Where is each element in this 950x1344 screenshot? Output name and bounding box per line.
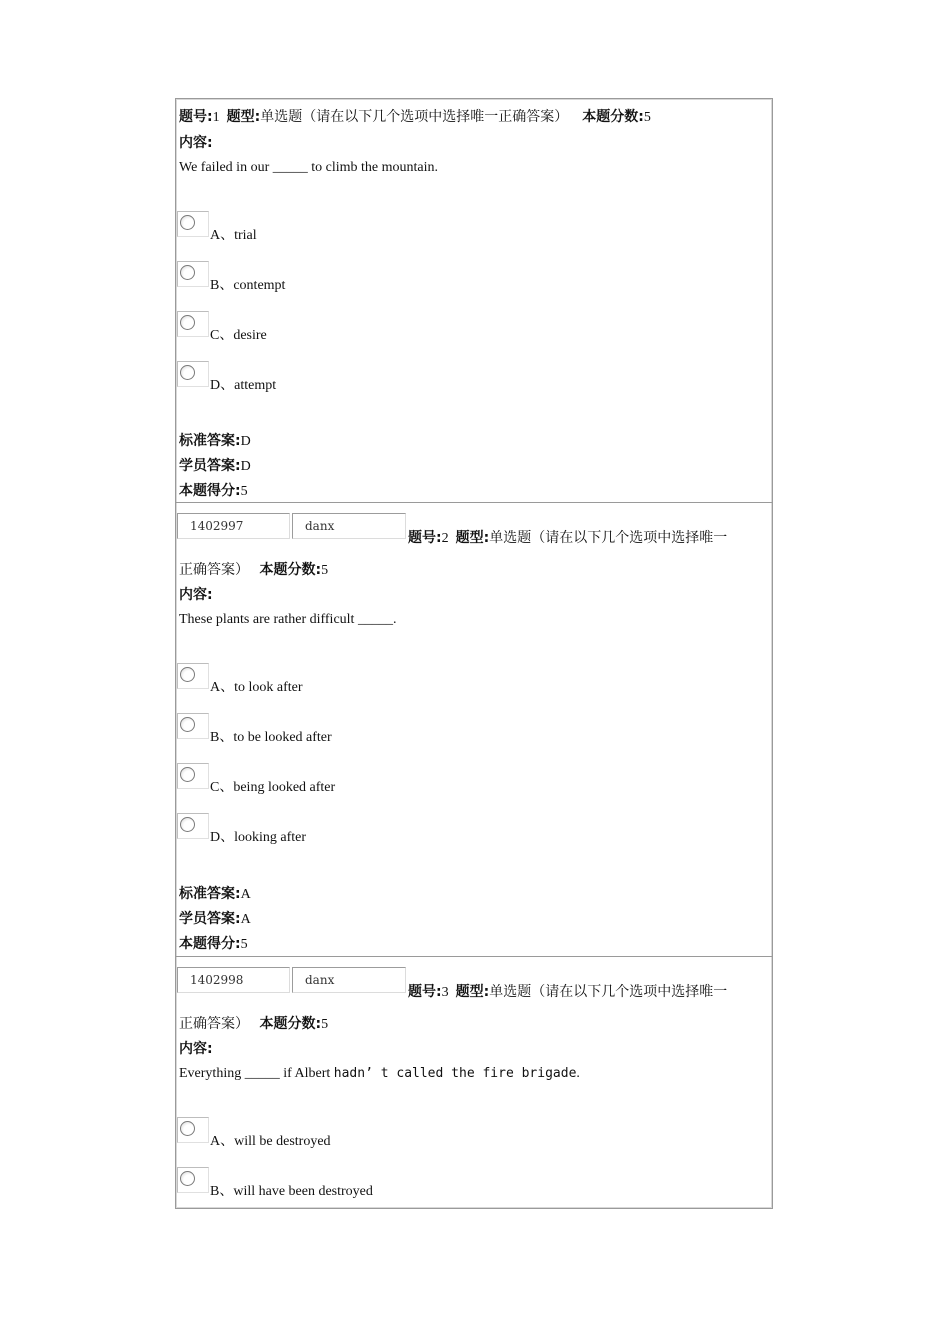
- q1-student-answer: 学员答案:D: [179, 458, 251, 474]
- q3-content: Everything _____ if Albert hadn’ t called the fire brigade.: [179, 1066, 580, 1081]
- radio-button-icon[interactable]: [180, 1121, 195, 1136]
- q2-id-field: 1402997: [177, 513, 290, 539]
- radio-button-icon[interactable]: [180, 717, 195, 732]
- q1-std-answer: 标准答案:D: [179, 433, 251, 449]
- q1-content-label: 内容:: [179, 135, 213, 151]
- radio-button-icon[interactable]: [180, 1171, 195, 1186]
- q1-score: 本题得分:5: [179, 483, 248, 499]
- q3-id-field: 1402998: [177, 967, 290, 993]
- q3-content-label: 内容:: [179, 1041, 213, 1057]
- q2-header: 题号:2 题型:单选题（请在以下几个选项中选择唯一: [408, 530, 728, 546]
- radio-button-icon[interactable]: [180, 265, 195, 280]
- radio-button-icon[interactable]: [180, 667, 195, 682]
- question-2: 1402997 danx 题号:2 题型:单选题（请在以下几个选项中选择唯一 正确答案） 本题分数:5 内容: These plants are rather difficult _____. A、to look after B、to be looked after C、being looked after D、looking after 标准答案:A 学员答案:A 本题得分:5: [176, 503, 772, 957]
- q2-content-label: 内容:: [179, 587, 213, 603]
- question-3: 1402998 danx 题号:3 题型:单选题（请在以下几个选项中选择唯一 正确答案） 本题分数:5 内容: Everything _____ if Albert hadn’ t called the fire brigade. A、will be destroyed B、will have been destroyed: [176, 957, 772, 1209]
- q1-header: 题号:1 题型:单选题（请在以下几个选项中选择唯一正确答案） 本题分数:5: [179, 109, 651, 125]
- q1-content: We failed in our _____ to climb the mountain.: [179, 160, 438, 175]
- q2-type-field: danx: [292, 513, 406, 539]
- q2-std-answer: 标准答案:A: [179, 886, 251, 902]
- exam-frame: [175, 98, 773, 1209]
- q2-score: 本题得分:5: [179, 936, 248, 952]
- radio-button-icon[interactable]: [180, 767, 195, 782]
- q3-header: 题号:3 题型:单选题（请在以下几个选项中选择唯一: [408, 984, 728, 1000]
- q2-header-cont: 正确答案） 本题分数:5: [179, 562, 329, 578]
- q2-content: These plants are rather difficult _____.: [179, 612, 397, 627]
- radio-button-icon[interactable]: [180, 365, 195, 380]
- radio-button-icon[interactable]: [180, 817, 195, 832]
- q2-student-answer: 学员答案:A: [179, 911, 251, 927]
- q3-header-cont: 正确答案） 本题分数:5: [179, 1016, 329, 1032]
- radio-button-icon[interactable]: [180, 215, 195, 230]
- radio-button-icon[interactable]: [180, 315, 195, 330]
- q3-type-field: danx: [292, 967, 406, 993]
- question-1: 题号:1 题型:单选题（请在以下几个选项中选择唯一正确答案） 本题分数:5 内容: We failed in our _____ to climb the mountain. A、trial B、contempt C、desire D、attempt 标准答案:D 学员答案:D 本题得分:5: [176, 99, 772, 503]
